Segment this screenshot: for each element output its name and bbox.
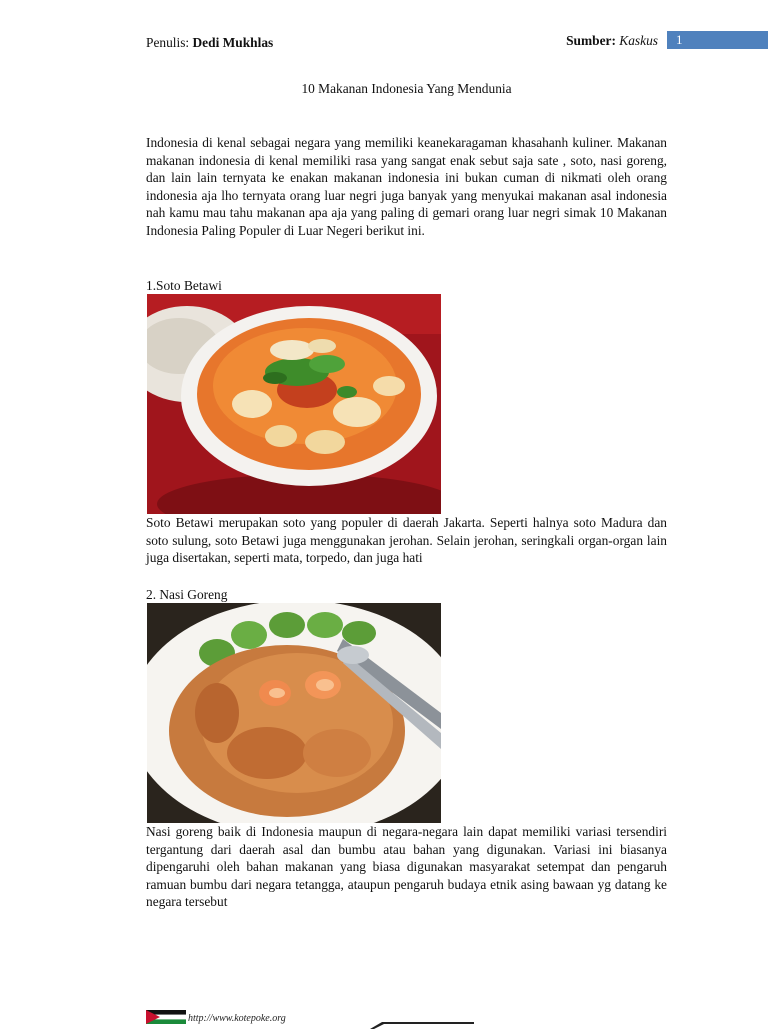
- author-label: Penulis:: [146, 35, 190, 50]
- source-value: Kaskus: [619, 33, 658, 48]
- section-heading-nasi-goreng: 2. Nasi Goreng: [146, 587, 228, 602]
- nasi-goreng-description: Nasi goreng baik di Indonesia maupun di negara-negara lain dapat memiliki variasi tersendiri tergantung dari daerah asal dan bumbu atau bahan yang digunakan. Variasi ini biasanya dipengaruhi oleh bahan makanan yang biasa digunakan masyarakat setempat dan pengaruh ramuan bumbu dari negara tetangga, ataupun pengaruh budaya etnik asing bawaan yg datang ke negara tersebut: [146, 824, 667, 910]
- soto-betawi-description: Soto Betawi merupakan soto yang populer di daerah Jakarta. Seperti halnya soto Madura dan soto sulung, soto Betawi juga menggunakan jerohan. Selain jerohan, seringkali organ-organ lain juga disertakan, seperti mata, torpedo, dan juga hati: [146, 515, 667, 566]
- soto-betawi-photo: [147, 294, 441, 514]
- intro-paragraph: Indonesia di kenal sebagai negara yang memiliki keanekaragaman khasahanh kuliner. Makanan makanan indonesia di kenal memiliki rasa yang sangat enak sebut saja sate , soto, nasi goreng, dan lain lain ternyata ke enakan makanan indonesia ini bukan cuman di nikmati oleh orang indonesia aja lho ternyata orang luar negri juga banyak yang menyukai makanan asal indonesia nah kamu mau tahu makanan apa aja yang paling di gemari orang luar negri simak 10 Makanan Indonesia Paling Populer di Luar Negeri berikut ini.: [146, 135, 667, 238]
- source-line: [566, 32, 658, 50]
- section-heading-soto-betawi: 1.Soto Betawi: [146, 278, 222, 293]
- page-number: 1: [667, 31, 768, 49]
- source-label: Sumber:: [566, 33, 616, 48]
- document-title: 10 Makanan Indonesia Yang Mendunia: [301, 81, 512, 96]
- author-line: [146, 34, 273, 52]
- footer-arrow-icon: [370, 1016, 474, 1024]
- author-name: Dedi Mukhlas: [192, 35, 274, 50]
- footer-url[interactable]: http://www.kotepoke.org: [188, 1013, 286, 1024]
- nasi-goreng-photo: [147, 603, 441, 823]
